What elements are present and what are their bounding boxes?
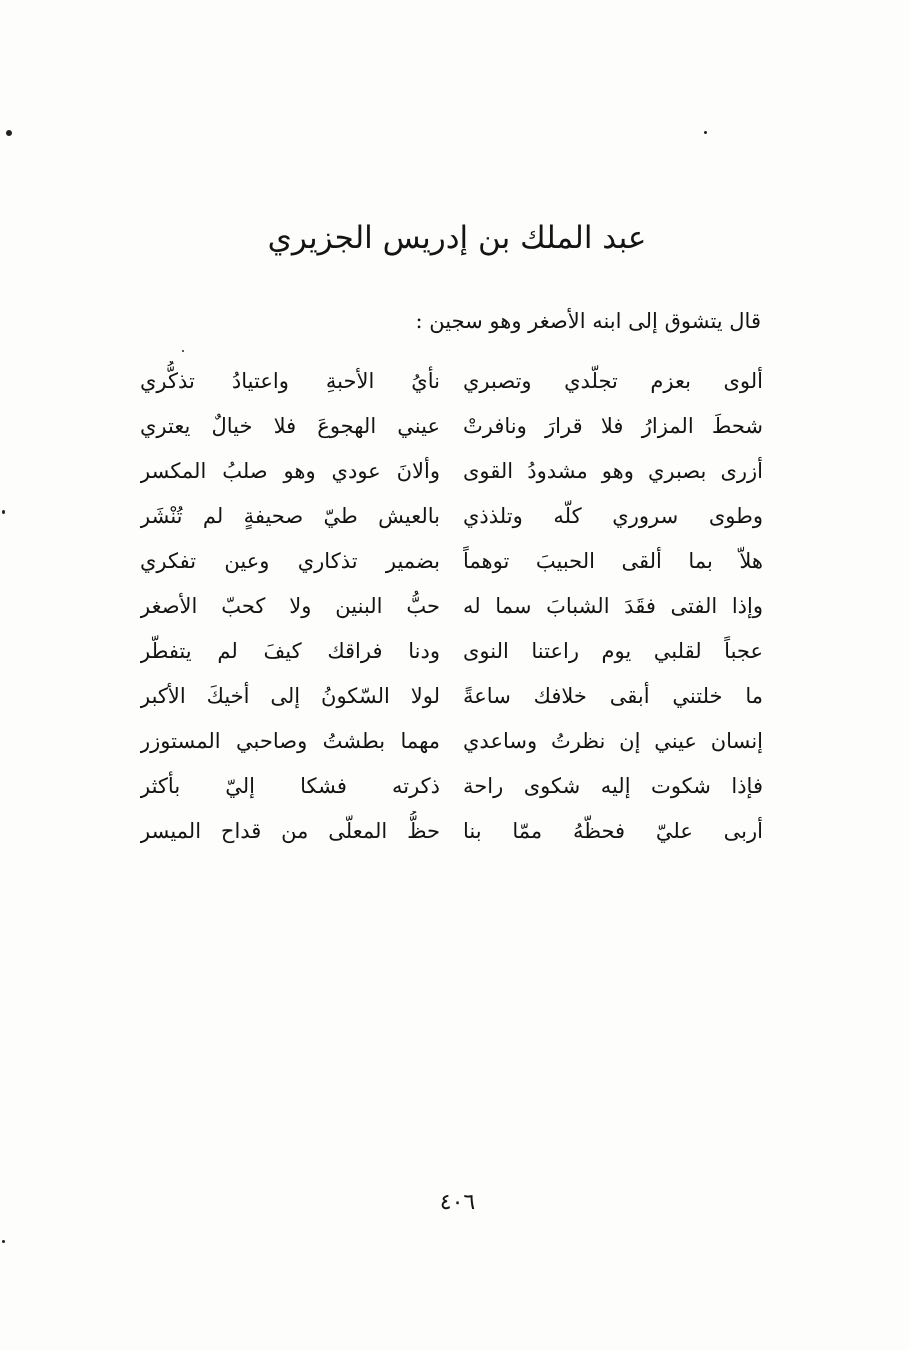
- second-hemistich: حظُّ المعلّى من قداح الميسر: [140, 818, 440, 843]
- verse: [140, 718, 763, 763]
- poet-title: عبد الملك بن إدريس الجزيري: [267, 220, 647, 256]
- poem: [140, 358, 763, 853]
- second-hemistich: لولا السّكونُ إلى أخيكَ الأكبر: [140, 683, 440, 708]
- verse: [140, 538, 763, 583]
- scan-speck: [182, 350, 184, 352]
- first-hemistich: شحطَ المزارُ فلا قرارَ ونافرتْ: [463, 413, 763, 438]
- first-hemistich: ألوى بعزم تجلّدي وتصبري: [463, 368, 763, 393]
- second-hemistich: وألانَ عودي وهو صلبُ المكسر: [140, 458, 440, 483]
- scan-speck: [704, 131, 707, 134]
- second-hemistich: بضمير تذكاري وعين تفكري: [140, 548, 440, 573]
- second-hemistich: نأيُ الأحبةِ واعتيادُ تذكُّري: [140, 368, 440, 393]
- second-hemistich: عيني الهجوعَ فلا خيالٌ يعتري: [140, 413, 440, 438]
- first-hemistich: أزرى بصبري وهو مشدودُ القوى: [463, 458, 763, 483]
- verse: [140, 673, 763, 718]
- first-hemistich: وطوى سروري كلّه وتلذذي: [463, 503, 763, 528]
- verse: [140, 583, 763, 628]
- second-hemistich: حبُّ البنين ولا كحبّ الأصغر: [140, 593, 440, 618]
- poem-intro: قال يتشوق إلى ابنه الأصغر وهو سجين :: [415, 309, 761, 333]
- verse: [140, 628, 763, 673]
- verse: [140, 358, 763, 403]
- scan-speck: [6, 130, 12, 136]
- verse: [140, 763, 763, 808]
- verse: [140, 403, 763, 448]
- second-hemistich: ودنا فراقك كيفَ لم يتفطّر: [140, 638, 440, 663]
- first-hemistich: وإذا الفتى فقَدَ الشبابَ سما له: [463, 593, 763, 618]
- first-hemistich: إنسان عيني إن نظرتُ وساعدي: [463, 728, 763, 753]
- first-hemistich: هلاّ بما ألقى الحبيبَ توهماً: [463, 548, 763, 573]
- scan-speck: [2, 510, 5, 514]
- verse: [140, 808, 763, 853]
- first-hemistich: عجباً لقلبي يوم راعتنا النوى: [463, 638, 763, 663]
- second-hemistich: مهما بطشتُ وصاحبي المستوزر: [140, 728, 440, 753]
- first-hemistich: أربى عليّ فحظّهُ ممّا بنا: [463, 818, 763, 843]
- verse: [140, 493, 763, 538]
- page-number: ٤٠٦: [439, 1190, 476, 1215]
- first-hemistich: فإذا شكوت إليه شكوى راحة: [463, 773, 763, 798]
- verse: [140, 448, 763, 493]
- second-hemistich: ذكرته فشكا إليّ بأكثر: [140, 773, 440, 798]
- second-hemistich: بالعيش طيّ صحيفةٍ لم تُنْشَر: [140, 503, 440, 528]
- first-hemistich: ما خلتني أبقى خلافك ساعةً: [463, 683, 763, 708]
- scan-speck: [2, 1240, 5, 1243]
